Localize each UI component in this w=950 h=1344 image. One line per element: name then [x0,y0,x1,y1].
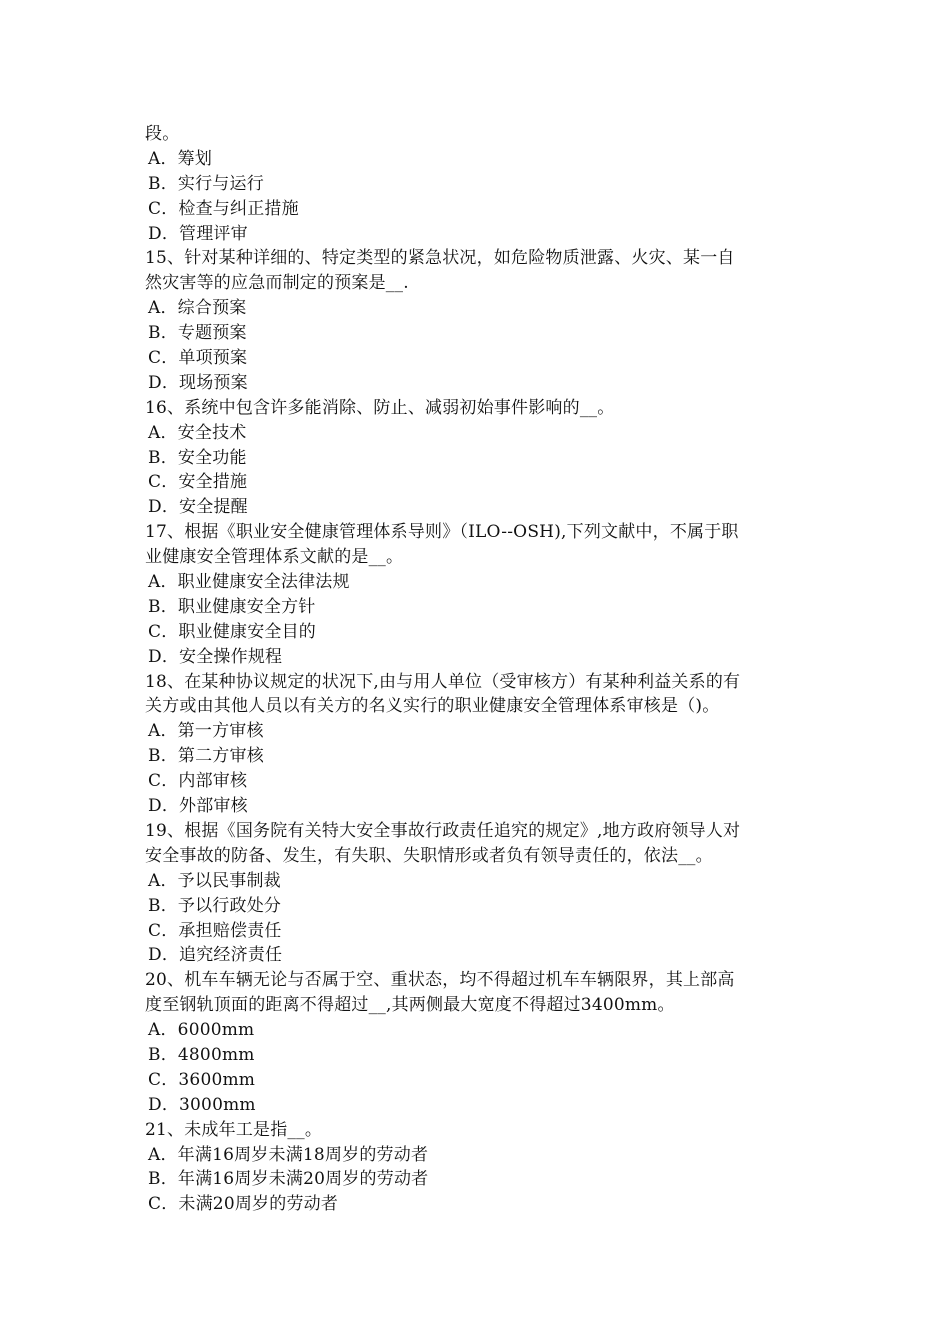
option-d: D．现场预案 [148,372,248,393]
option-d: D．外部审核 [148,796,248,817]
question-line: 安全事故的防备、发生，有失职、失职情形或者负有领导责任的，依法__。 [145,845,713,866]
option-d: D．追究经济责任 [148,945,283,966]
option-a: A．第一方审核 [148,721,264,742]
option-c: C．单项预案 [148,348,248,369]
option-a: A．年满16周岁未满18周岁的劳动者 [148,1144,429,1165]
option-c: C．未满20周岁的劳动者 [148,1194,339,1215]
option-d: D．安全提醒 [148,497,248,518]
option-c: C．检查与纠正措施 [148,198,299,219]
question-line: 19、根据《国务院有关特大安全事故行政责任追究的规定》,地方政府领导人对 [145,820,741,841]
option-a: A．综合预案 [148,298,247,319]
question-line: 18、在某种协议规定的状况下,由与用人单位（受审核方）有某种利益关系的有 [145,671,741,692]
question-line: 关方或由其他人员以有关方的名义实行的职业健康安全管理体系审核是（)。 [145,696,720,717]
option-b: B．专题预案 [148,323,247,344]
question-15 [145,246,810,395]
option-a: A．筹划 [148,148,213,169]
option-b: B．安全功能 [148,447,247,468]
question-16 [145,396,810,520]
question-18 [145,670,810,819]
option-a: A．予以民事制裁 [148,870,281,891]
option-d: D．安全操作规程 [148,646,283,667]
question-21 [145,1118,810,1218]
option-c: C．承担赔偿责任 [148,920,282,941]
option-c: C．内部审核 [148,771,248,792]
option-d: D．3000mm [148,1094,256,1115]
option-b: B．予以行政处分 [148,895,282,916]
option-d: D．管理评审 [148,223,248,244]
question-line: 16、系统中包含许多能消除、防止、减弱初始事件影响的__。 [145,397,615,418]
question-line: 然灾害等的应急而制定的预案是__. [145,273,409,294]
question-line: 20、机车车辆无论与否属于空、重状态，均不得超过机车车辆限界，其上部高 [145,970,735,991]
question-19 [145,819,810,968]
question-line: 15、针对某种详细的、特定类型的紧急状况，如危险物质泄露、火灾、某一自 [145,248,735,269]
lead-in-text: 段。 [145,124,180,144]
option-b: B．职业健康安全方针 [148,596,316,617]
option-a: A．安全技术 [148,422,247,443]
option-a: A．职业健康安全法律法规 [148,572,350,593]
question-20 [145,968,810,1117]
option-b: B．第二方审核 [148,746,264,767]
option-c: C．3600mm [148,1069,256,1090]
option-b: B．年满16周岁未满20周岁的劳动者 [148,1169,429,1190]
question-line: 17、根据《职业安全健康管理体系导则》（ILO--OSH),下列文献中，不属于职 [145,522,739,543]
question-line: 度至钢轨顶面的距离不得超过__,其两侧最大宽度不得超过3400mm。 [145,995,675,1016]
document-page [145,122,810,1217]
lead-options [145,147,810,247]
option-a: A．6000mm [148,1020,255,1041]
question-line: 21、未成年工是指__。 [145,1119,323,1140]
option-b: B．实行与运行 [148,173,264,194]
option-c: C．职业健康安全目的 [148,621,317,642]
question-17 [145,520,810,669]
question-line: 业健康安全管理体系文献的是__。 [145,547,404,568]
option-c: C．安全措施 [148,472,248,493]
option-b: B．4800mm [148,1044,255,1065]
